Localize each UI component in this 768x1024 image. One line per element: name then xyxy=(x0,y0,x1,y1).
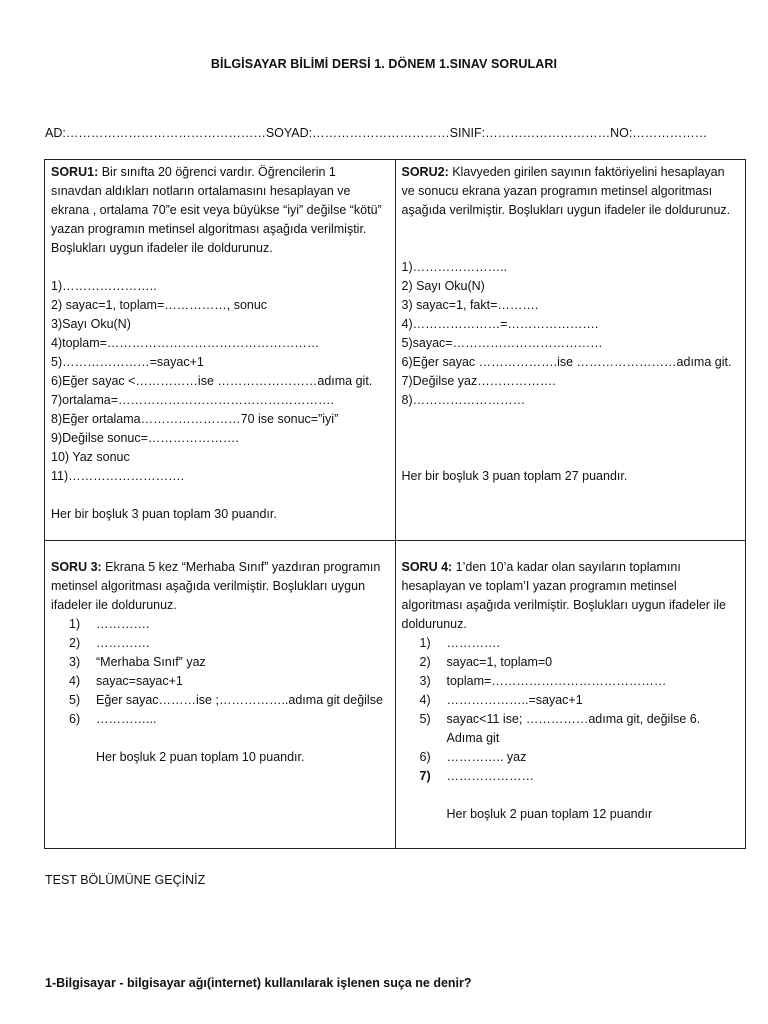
step-number: 2) xyxy=(419,655,431,669)
list-item xyxy=(402,748,740,767)
q2-line: 2) Sayı Oku(N) xyxy=(401,279,485,293)
q1-line: 4)toplam=…………………………………………… xyxy=(51,336,320,350)
list-item xyxy=(402,691,740,710)
step-text: toplam=…………………………………… xyxy=(446,674,667,688)
question-4-intro xyxy=(402,558,740,634)
question-4-points: Her boşluk 2 puan toplam 12 puandır xyxy=(446,807,653,821)
step-number: 1) xyxy=(419,636,431,650)
question-2-cell xyxy=(395,160,746,541)
question-2-text: Klavyeden girilen sayının faktöriyelini hesaplayan ve sonucu ekrana yazan programın metinsel algoritması aşağıda verilmiştir. Boşlukları uygun ifadeler ile doldurunuz. xyxy=(401,165,731,217)
list-item xyxy=(402,710,740,748)
question-1-points: Her bir boşluk 3 puan toplam 30 puandır. xyxy=(51,507,277,521)
step-number: 7) xyxy=(419,769,431,783)
step-number: 4) xyxy=(419,693,431,707)
section-instruction: TEST BÖLÜMÜNE GEÇİNİZ xyxy=(45,873,206,887)
q2-line: 4)…………………=…………………. xyxy=(401,317,599,331)
q1-line: 11)………………………. xyxy=(51,469,185,483)
list-item xyxy=(51,634,389,653)
step-text: sayac=sayac+1 xyxy=(96,674,183,688)
question-2-points: Her bir boşluk 3 puan toplam 27 puandır. xyxy=(401,469,628,483)
step-text: …………. xyxy=(446,636,500,650)
question-3-steps xyxy=(51,615,389,729)
question-3-head: SORU 3: xyxy=(51,560,102,574)
q1-line: 8)Eğer ortalama……………………70 ise sonuc=”iyi” xyxy=(51,412,339,426)
step-text: “Merhaba Sınıf” yaz xyxy=(96,655,206,669)
q1-line: 9)Değilse sonuc=…………………. xyxy=(51,431,239,445)
step-number: 5) xyxy=(419,712,431,726)
questions-row-2 xyxy=(45,541,746,849)
q1-line: 3)Sayı Oku(N) xyxy=(51,317,131,331)
test-question-1: 1-Bilgisayar - bilgisayar ağı(internet) kullanılarak işlenen suça ne denir? xyxy=(45,976,472,990)
step-number: 3) xyxy=(419,674,431,688)
question-4-cell xyxy=(395,541,746,849)
question-4-text: 1’den 10’a kadar olan sayıların toplamını hesaplayan ve toplam’I yazan programın metinsel algoritması aşağıda verilmiştir. Boşlukları uygun ifadeler ile doldurunuz. xyxy=(401,560,726,631)
list-item xyxy=(402,767,740,786)
step-number: 1) xyxy=(69,617,81,631)
step-text: ………………… xyxy=(446,769,534,783)
step-text: Eğer sayac………ise ;……………..adıma git değilse xyxy=(96,693,383,707)
question-3-points: Her boşluk 2 puan toplam 10 puandır. xyxy=(96,750,305,764)
q2-line: 1)………………….. xyxy=(401,260,508,274)
step-text: ………………..=sayac+1 xyxy=(446,693,583,707)
step-text: …………... xyxy=(96,712,157,726)
question-4-steps xyxy=(402,634,740,786)
q2-line: 8)……………………… xyxy=(401,393,526,407)
step-number: 4) xyxy=(69,674,81,688)
step-text: …………. xyxy=(96,617,150,631)
list-item xyxy=(51,653,389,672)
q2-line: 6)Eğer sayac ……………….ise ……………………adıma git. xyxy=(401,355,732,369)
step-number: 6) xyxy=(69,712,81,726)
q1-line: 1)………………….. xyxy=(51,279,157,293)
question-2-head: SORU2: xyxy=(401,165,449,179)
step-number: 5) xyxy=(69,693,81,707)
step-text: …………. xyxy=(96,636,150,650)
list-item xyxy=(51,710,389,729)
question-3-cell xyxy=(45,541,396,849)
list-item xyxy=(402,634,740,653)
question-2-intro xyxy=(402,163,740,220)
q2-line: 3) sayac=1, fakt=………. xyxy=(401,298,539,312)
step-number: 2) xyxy=(69,636,81,650)
question-3-text: Ekrana 5 kez “Merhaba Sınıf” yazdıran programın metinsel algoritması aşağıda verilmiştir. Boşlukları uygun ifadeler ile doldurunuz. xyxy=(51,560,381,612)
list-item xyxy=(402,672,740,691)
question-1-cell xyxy=(45,160,396,541)
q1-line: 5)…………………=sayac+1 xyxy=(51,355,204,369)
q1-line: 6)Eğer sayac <……………ise ……………………adıma git. xyxy=(51,374,373,388)
questions-table xyxy=(44,159,746,849)
list-item xyxy=(51,672,389,691)
questions-row-1 xyxy=(45,160,746,541)
step-text: sayac<11 ise; ……………adıma git, değilse 6. Adıma git xyxy=(446,712,701,745)
q1-line: 2) sayac=1, toplam=……………, sonuc xyxy=(51,298,268,312)
exam-title: BİLGİSAYAR BİLİMİ DERSİ 1. DÖNEM 1.SINAV SORULARI xyxy=(210,57,558,71)
student-info-line: AD:…………………………………………SOYAD:……………………………SINIF:…………………………NO:……………… xyxy=(45,126,708,140)
question-3-intro xyxy=(51,558,389,615)
step-number: 6) xyxy=(419,750,431,764)
list-item xyxy=(51,615,389,634)
question-1-text: Bir sınıfta 20 öğrenci vardır. Öğrencilerin 1 sınavdan aldıkları notların ortalamasını hesaplayan ve ekrana , ortalama 70”e esit veya büyükse “iyi” değilse “kötü” yazan programın metinsel algoritması aşağıda verilmiştir. Boşlukları uygun ifadeler ile doldurunuz. xyxy=(51,165,382,255)
list-item xyxy=(51,691,389,710)
q1-line: 10) Yaz sonuc xyxy=(51,450,130,464)
question-4-head: SORU 4: xyxy=(401,560,453,574)
q2-line: 7)Değilse yaz………………. xyxy=(401,374,556,388)
step-number: 3) xyxy=(69,655,81,669)
step-text: ………….. yaz xyxy=(446,750,527,764)
list-item xyxy=(402,653,740,672)
q1-line: 7)ortalama=……………………………………………. xyxy=(51,393,335,407)
question-1-head: SORU1: xyxy=(51,165,99,179)
question-1-intro xyxy=(51,163,389,258)
step-text: sayac=1, toplam=0 xyxy=(446,655,553,669)
q2-line: 5)sayac=……………………………… xyxy=(401,336,603,350)
